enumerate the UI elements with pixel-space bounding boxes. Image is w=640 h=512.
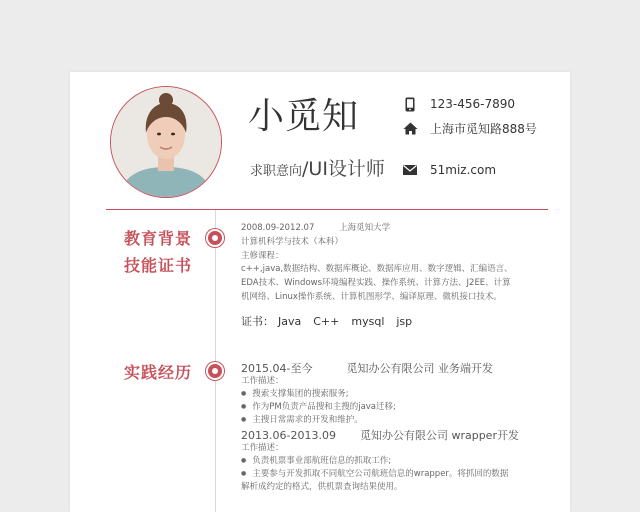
job-company: 觅知办公有限公司 wrapper开发 bbox=[359, 429, 519, 442]
mail-icon bbox=[402, 162, 418, 178]
header-divider bbox=[106, 209, 548, 210]
timeline-node-education bbox=[206, 229, 224, 247]
contact-address bbox=[402, 118, 537, 138]
job-desc-label: 工作描述： bbox=[241, 376, 284, 386]
candidate-name: 小觅知 bbox=[248, 96, 360, 137]
cert-item: mysql bbox=[351, 315, 385, 328]
job-intent bbox=[250, 154, 385, 181]
job-bullet: ● 主要参与开发抓取不同航空公司航班信息的wrapper。将抓回的数据 bbox=[241, 468, 508, 481]
cert-item: C++ bbox=[313, 315, 340, 328]
intent-label: 求职意向 bbox=[250, 164, 303, 179]
timeline-line bbox=[215, 210, 216, 512]
phone-icon bbox=[402, 96, 418, 112]
section-title-education: 教育背景 bbox=[124, 229, 193, 248]
job-bullet: ● 搜索支撑集团的搜索服务; bbox=[241, 388, 349, 401]
job-header bbox=[241, 360, 493, 376]
timeline-node-practice bbox=[206, 362, 224, 380]
courses-line: 机网络、Linux操作系统、计算机图形学、编译原理、微机接口技术。 bbox=[241, 292, 502, 302]
address: 上海市觅知路888号 bbox=[430, 121, 537, 136]
cert-item: jsp bbox=[396, 315, 413, 328]
contact-email bbox=[402, 160, 496, 180]
job-bullet: ● 主搜日常需求的开发和维护。 bbox=[241, 414, 363, 427]
education-period-school bbox=[241, 222, 390, 234]
cert-label: 证书： bbox=[241, 315, 274, 328]
job-desc-label: 工作描述： bbox=[241, 443, 284, 453]
resume-paper bbox=[70, 72, 570, 512]
job-bullet: ● 负责机票事业部航班信息的抓取工作; bbox=[241, 455, 391, 468]
courses-line: c++,java,数据结构、数据库概论、数据库应用、数字逻辑、汇编语言、 bbox=[241, 264, 513, 274]
courses-label: 主修课程： bbox=[241, 251, 284, 261]
cert-item: Java bbox=[278, 315, 302, 328]
cert-list bbox=[241, 313, 424, 329]
education-period: 2008.09-2012.07 bbox=[241, 223, 315, 233]
job-bullet-continuation: 解析成约定的格式，供机票查询结果使用。 bbox=[241, 482, 403, 492]
job-header bbox=[241, 427, 519, 443]
education-major: 计算机科学与技术（本科） bbox=[241, 237, 344, 247]
intent-value: /UI设计师 bbox=[302, 158, 385, 180]
profile-photo bbox=[110, 86, 222, 198]
education-school: 上海觅知大学 bbox=[339, 223, 391, 233]
phone-number: 123-456-7890 bbox=[430, 97, 516, 111]
section-title-skills: 技能证书 bbox=[124, 256, 193, 275]
contact-phone bbox=[402, 94, 515, 114]
job-period: 2015.04-至今 bbox=[241, 362, 313, 375]
home-icon bbox=[402, 120, 418, 136]
email: 51miz.com bbox=[430, 163, 497, 177]
section-title-practice: 实践经历 bbox=[124, 363, 193, 382]
courses-line: EDA技术、Windows环境编程实践、操作系统、计算方法、J2EE、计算 bbox=[241, 278, 511, 288]
job-company: 觅知办公有限公司 业务端开发 bbox=[346, 362, 493, 375]
job-period: 2013.06-2013.09 bbox=[241, 429, 336, 442]
job-bullet: ● 作为PM负责产品搜和主搜的java迁移; bbox=[241, 401, 396, 414]
